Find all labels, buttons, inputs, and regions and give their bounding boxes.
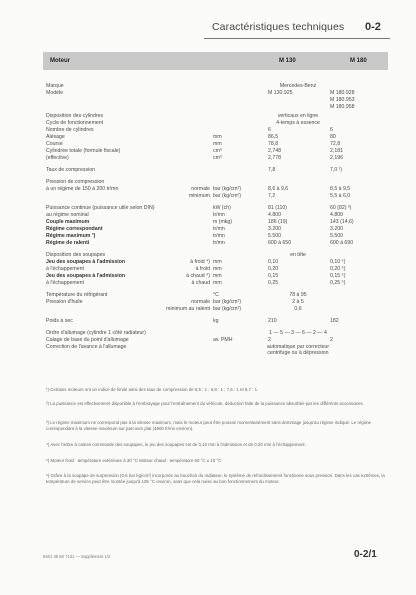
spec-sublabel: à chaud — [191, 280, 210, 286]
spec-label: au régime nominal — [46, 212, 89, 218]
spec-sublabel: normale — [191, 186, 210, 192]
value-shared: Mercedes-Benz — [279, 83, 317, 89]
value-m180: 0,15 ⁵) — [330, 273, 346, 279]
value-m180: 6 — [330, 127, 333, 133]
spec-sublabel: minimum — [188, 193, 210, 199]
value-shared: en tête — [290, 252, 306, 258]
spec-label: Modèle — [46, 90, 64, 96]
value-m130: 7,8 — [268, 167, 276, 173]
value-m180: 60 (82) ²) — [330, 205, 352, 211]
value-m130: 4.800 — [268, 212, 281, 218]
spec-sublabel: à froid — [195, 266, 210, 272]
footnote: ³) Le régime maximum ne correspond pas à la vitesse maximum, mais le moteur peut être poussé momentanément sans dommage jusqu'au régime indiqué. Le régime correspondant à la vitesse maximum sur parcours plat (4800 tr/mn environ). — [46, 420, 371, 431]
spec-unit: tr/mn — [213, 233, 225, 239]
value-m130: 7,2 — [268, 193, 276, 199]
value-m130: 5.500 — [268, 233, 281, 239]
spec-label: Nombre de cylindres — [46, 127, 94, 133]
spec-label: Pression de compression — [46, 179, 105, 185]
value-m130: 0,15 — [268, 273, 279, 279]
spec-unit: mm — [213, 273, 222, 279]
section-number: 0-2 — [365, 21, 381, 33]
spec-label: (effective) — [46, 155, 69, 161]
value-m180: 80 — [330, 134, 336, 140]
spec-label: Cylindrée totale (formule fiscale) — [46, 148, 121, 154]
spec-label: Cycle de fonctionnement — [46, 120, 104, 126]
value-m130: 0,20 — [268, 266, 279, 272]
value-m180: 182 — [330, 318, 339, 324]
spec-unit: kg — [213, 318, 219, 324]
spec-label: Régime maximum ³) — [46, 233, 96, 239]
spec-unit: cm³ — [213, 155, 222, 161]
value-m130: 78,8 — [268, 141, 279, 147]
value-m180: M 180.953 — [330, 97, 355, 103]
value-m180: 2 — [330, 337, 333, 343]
spec-unit: kW (ch) — [213, 205, 231, 211]
spec-label: Disposition des cylindres — [46, 113, 104, 119]
spec-unit: av. PMH — [213, 337, 233, 343]
footnote: ⁶) Grâce à la soupape de surpression (0,6 bar kg/cm²) incorporée au bouchon du radiateur, le système de refroidissement fonctionne sous pression. Dans les cas extrêmes, la température de service peut être montée jusqu'à 105 °C environ, sans que cela nuise au bon fonctionnement du moteur. — [46, 473, 385, 484]
spec-label: Marque — [46, 83, 64, 89]
column-header-m130: M 130 — [279, 58, 296, 64]
spec-label: Taux de compression — [46, 167, 96, 173]
value-m180: 143 (14,6) — [330, 219, 354, 225]
value-m180: 0,25 ⁵) — [330, 280, 346, 286]
spec-sublabel: à froid ⁴) — [190, 259, 210, 265]
value-m180: 3.200 — [330, 226, 343, 232]
value-m130: 86,5 — [268, 134, 279, 140]
column-header-m180: M 180 — [350, 58, 367, 64]
value-m180: 0,20 ⁵) — [330, 266, 346, 272]
value-m130: 2,748 — [268, 148, 281, 154]
value-m180: 7,0 ¹) — [330, 167, 343, 173]
value-m130: 600 à 650 — [268, 240, 292, 246]
spec-unit: mm — [213, 259, 222, 265]
value-m130: M 130.925 — [268, 90, 293, 96]
spec-label: Disposition des soupapes — [46, 252, 106, 258]
spec-label: Pression d'huile — [46, 299, 83, 305]
value-m180: 0,10 ⁵) — [330, 259, 346, 265]
footnote: ⁵) Moteur froid : température extérieure à 30 °C Moteur chaud : température 60 °C ± 10 °C — [46, 458, 222, 463]
value-shared: 1 — 5 — 3 — 6 — 2 — 4 — [269, 330, 327, 336]
value-m130: 8,6 à 9,6 — [268, 186, 289, 192]
spec-unit: bar (kg/cm²) — [213, 193, 241, 199]
value-m180: M 180.958 — [330, 104, 355, 110]
spec-label: Poids à sec — [46, 318, 73, 324]
spec-unit: °C — [213, 292, 219, 298]
value-m130: 2 — [268, 337, 271, 343]
footnote: ⁴) Avec l'arbre à cames commande des soupapes, le jeu des soupapes est de 0,12 mm à l'admission et de 0,20 mm à l'échappement. — [46, 442, 306, 447]
value-shared: verticaux en ligne — [277, 113, 319, 119]
spec-unit: mm — [213, 141, 222, 147]
value-m180: M 180.928 — [330, 90, 355, 96]
spec-label: Correction de l'avance à l'allumage — [46, 344, 127, 350]
footnote: ²) La puissance est effectivement disponible à l'embrayage pour l'entraînement du véhicule, déduction faite de la puissance absorbée par les différents accessoires. — [46, 401, 364, 406]
value-m180: 2,181 — [330, 148, 343, 154]
value-shared: 2 à 5 — [292, 299, 304, 305]
value-shared: automatique par correcteur — [266, 344, 330, 350]
spec-unit: tr/mn — [213, 212, 225, 218]
value-m130: 0,25 — [268, 280, 279, 286]
spec-label: Régime de ralenti — [46, 240, 90, 246]
value-shared: centrifuge ou à dépression — [267, 350, 329, 356]
value-shared: 0,6 — [294, 306, 302, 312]
value-m180: 5,5 à 6,0 — [330, 193, 351, 199]
value-m180: 4.800 — [330, 212, 343, 218]
value-m180: 600 à 690 — [330, 240, 354, 246]
column-header-engine: Moteur — [50, 58, 70, 64]
spec-label: Température du réfrigérant — [46, 292, 108, 298]
spec-unit: mm — [213, 266, 222, 272]
spec-unit: cm³ — [213, 148, 222, 154]
spec-sublabel: minimum au ralenti — [166, 306, 210, 312]
value-shared: 4-temps à essence — [276, 120, 320, 126]
spec-unit: mm — [213, 134, 222, 140]
value-m180: 5.500 — [330, 233, 343, 239]
footer-reference: 6401 36 80 7131 — Supplément 1/2 — [43, 554, 111, 559]
value-m180: 72,8 — [330, 141, 341, 147]
value-shared: 78 à 95 — [289, 292, 307, 298]
header-rule — [204, 38, 390, 39]
spec-label: Puissance continue (puissance utile selon DIN) — [46, 205, 155, 211]
spec-unit: bar (kg/cm²) — [213, 186, 241, 192]
spec-label: à l'échappement — [46, 266, 84, 272]
value-m130: 3.200 — [268, 226, 281, 232]
footnote: ¹) Certains moteurs ont un indice de limite ainsi des taux de compression de 6,5 : 1 ; 6,8 : 1 ; 7,6 : 1 et 8,7 : 1. — [46, 387, 259, 392]
value-m130: 186 (19) — [268, 219, 288, 225]
spec-sublabel: à chaud ⁴) — [186, 273, 210, 279]
value-m130: 2,778 — [268, 155, 281, 161]
value-m130: 210 — [268, 318, 277, 324]
value-m130: 6 — [268, 127, 271, 133]
spec-unit: bar (kg/cm²) — [213, 299, 241, 305]
spec-label: Couple maximum — [46, 219, 90, 225]
spec-label: Alésage — [46, 134, 65, 140]
value-m130: 81 (110) — [268, 205, 287, 211]
spec-label: Course — [46, 141, 63, 147]
page-number: 0-2/1 — [354, 549, 377, 560]
page-title: Caractéristiques techniques — [212, 21, 345, 33]
spec-label: à l'échappement — [46, 280, 84, 286]
spec-label: Ordre d'allumage (cylindre 1 côté radiateur) — [46, 330, 146, 336]
value-m180: 8,5 à 9,5 — [330, 186, 351, 192]
spec-label: Jeu des soupapes à l'admission — [46, 259, 126, 265]
value-m130: 0,10 — [268, 259, 279, 265]
spec-unit: tr/mn — [213, 240, 225, 246]
table-header-bar — [43, 52, 388, 70]
spec-label: Régime correspondant — [46, 226, 103, 232]
value-m180: 2,196 — [330, 155, 343, 161]
spec-label: Jeu des soupapes à l'admission — [46, 273, 126, 279]
spec-unit: mm — [213, 280, 222, 286]
spec-label: Calage de base du point d'allumage — [46, 337, 129, 343]
spec-label: à un régime de 150 à 200 tr/mn — [46, 186, 119, 192]
spec-unit: bar (kg/cm²) — [213, 306, 241, 312]
spec-sublabel: normale — [191, 299, 210, 305]
spec-unit: m (mkg) — [213, 219, 233, 225]
spec-unit: tr/mn — [213, 226, 225, 232]
